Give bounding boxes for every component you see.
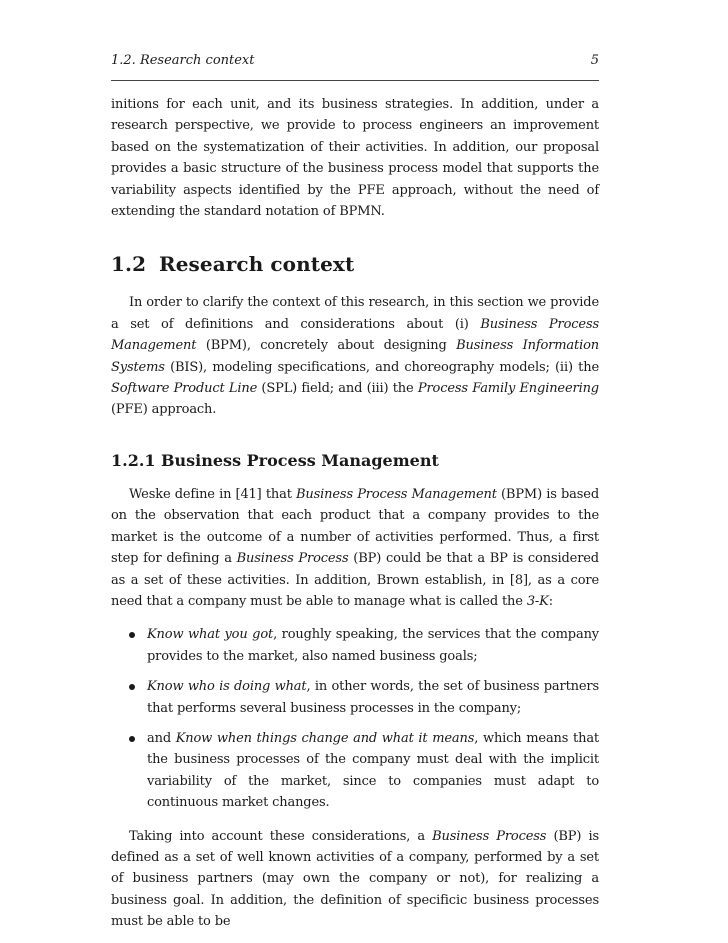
emphasis-bp: Business Process	[432, 828, 547, 844]
section-title: Research context	[159, 252, 355, 277]
text-run: In order to clarify the context of this research, in this section we provide a set of definitions and considerations about (i)	[111, 295, 599, 332]
intro-paragraph: initions for each unit, and its business strategies. In addition, under a research perspective, we provide to process engineers an improvement based on the systematization of their activities. In addition, our proposal provides a basic structure of the business process model that supports the variability aspects identified by the PFE approach, without the need of extending the standard notation of BPMN.	[111, 97, 599, 220]
page-number: 5	[590, 53, 599, 68]
list-item	[111, 728, 599, 814]
text-run: (BP) is defined as a set of well known activities of a company, performed by a set of business partners (may own the company or not), for realizing a business goal. In addition, the definition of specificic business processes must be able to be	[111, 828, 599, 930]
text-run: Taking into account these considerations, a	[129, 828, 433, 844]
section-number: 1.2	[111, 252, 147, 277]
running-header	[111, 52, 599, 70]
emphasis-bpm: Business Process Management	[111, 316, 599, 354]
text-run: Weske define in [41] that	[129, 486, 297, 502]
text-run: and	[147, 730, 176, 746]
page	[111, 52, 599, 933]
emphasis-bpm: Business Process Management	[296, 486, 497, 502]
subsection-paragraph-1	[111, 484, 599, 612]
section-heading	[111, 251, 599, 277]
text-run: (BPM), concretely about designing	[196, 338, 457, 354]
text-run: , roughly speaking, the services that the company provides to the market, also named business goals;	[147, 627, 599, 664]
emphasis-term: Know who is doing what	[147, 679, 307, 695]
emphasis-3k: 3-K	[526, 593, 549, 609]
text-run: :	[548, 593, 553, 609]
text-run: (BIS), modeling specifications, and choreography models; (ii) the	[164, 359, 599, 375]
text-run: (PFE) approach.	[111, 402, 217, 418]
bullet-icon	[129, 684, 135, 690]
text-run: (BP) could be that a BP is considered as a set of these activities. In addition, Brown establish, in [8], as a core need that a company must be able to manage what is called the	[111, 551, 599, 609]
bullet-list	[111, 624, 599, 813]
header-rule	[111, 80, 599, 81]
subsection-number: 1.2.1	[111, 450, 156, 470]
text-run: , which means that the business processes of the company must deal with the implicit variability of the market, since to companies must adapt to continuous market changes.	[147, 730, 599, 811]
section-paragraph	[111, 292, 599, 420]
list-item	[111, 624, 599, 667]
emphasis-bp: Business Process	[236, 551, 349, 567]
emphasis-term: Know what you got	[147, 627, 274, 643]
emphasis-spl: Software Product Line	[111, 381, 258, 397]
subsection-paragraph-2	[111, 826, 599, 933]
bullet-icon	[129, 632, 135, 638]
subsection-title: Business Process Management	[161, 450, 439, 470]
emphasis-bis: Business Information Systems	[111, 338, 599, 375]
emphasis-term: Know when things change and what it means	[175, 730, 475, 746]
text-run: , in other words, the set of business partners that performs several business processes in the company;	[147, 679, 599, 716]
running-header-title: 1.2. Research context	[111, 53, 255, 68]
list-item	[111, 676, 599, 719]
subsection-heading	[111, 450, 599, 472]
bullet-icon	[129, 736, 135, 742]
emphasis-pfe: Process Family Engineering	[417, 381, 599, 397]
text-run: (SPL) field; and (iii) the	[257, 381, 418, 397]
text-run: (BPM) is based on the observation that each product that a company provides to the market is the outcome of a number of activities performed. Thus, a first step for defining a	[111, 486, 599, 567]
